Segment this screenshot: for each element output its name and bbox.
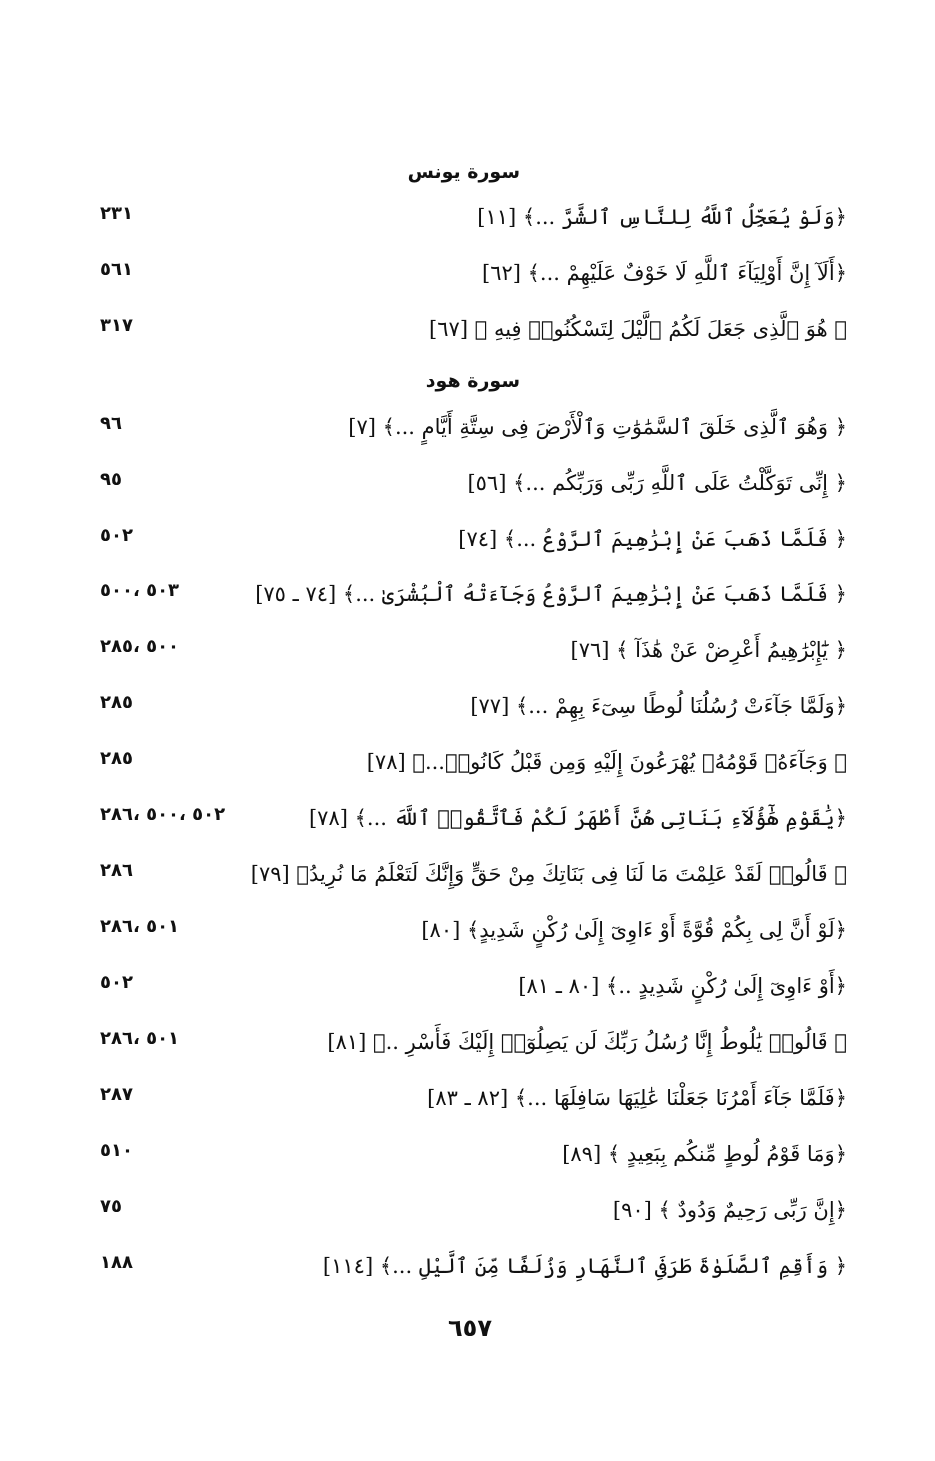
verse-reference: ﴿ وَأَقِمِ ٱلصَّلَوٰةَ طَرَفَىِ ٱلنَّهَارِ وَزُلَفًا مِّنَ ٱلَّيْلِ ...﴾ [١١٤] — [322, 1254, 847, 1278]
verse-reference: ﴿ فَلَمَّا ذَهَبَ عَنْ إِبْرَٰهِيمَ ٱلرَّوْعُ ...﴾ [٧٤] — [458, 527, 847, 551]
index-entry — [0, 200, 935, 240]
verse-reference: ﴿ وَهُوَ ٱلَّذِى خَلَقَ ٱلسَّمَٰوَٰتِ وَٱلْأَرْضَ فِى سِتَّةِ أَيَّامٍ ...﴾ [٧] — [348, 415, 847, 439]
page-numbers: ٧٥ — [100, 1196, 122, 1217]
verse-reference: ﴿ قَالُوا۟ لَقَدْ عَلِمْتَ مَا لَنَا فِى بَنَاتِكَ مِنْ حَقٍّ وَإِنَّكَ لَتَعْلَمُ مَا نُرِيدُ﴾ [٧٩] — [250, 862, 847, 886]
verse-reference: ﴿أَلَآ إِنَّ أَوْلِيَآءَ ٱللَّهِ لَا خَوْفٌ عَلَيْهِمْ ...﴾ [٦٢] — [481, 261, 847, 285]
index-entry — [0, 312, 935, 352]
verse-reference: ﴿أَوْ ءَاوِىٓ إِلَىٰ رُكْنٍ شَدِيدٍ ..﴾ [٨٠ ـ ٨١] — [518, 974, 847, 998]
verse-reference: ﴿لَوْ أَنَّ لِى بِكُمْ قُوَّةً أَوْ ءَاوِىٓ إِلَىٰ رُكْنٍ شَدِيدٍ﴾ [٨٠] — [421, 918, 847, 942]
index-entry — [0, 689, 935, 729]
index-entry — [0, 256, 935, 296]
index-entry — [0, 857, 935, 897]
index-entry — [0, 466, 935, 506]
verse-reference: ﴿ يَٰٓإِبْرَٰهِيمُ أَعْرِضْ عَنْ هَٰذَآ ﴾ [٧٦] — [570, 638, 847, 662]
page-numbers: ٢٣١ — [100, 203, 133, 224]
page-numbers: ٥٠٠ ،٢٨٥ — [100, 636, 180, 657]
index-entry — [0, 1193, 935, 1233]
page-numbers: ١٨٨ — [100, 1252, 133, 1273]
verse-reference: ﴿وَلَمَّا جَآءَتْ رُسُلُنَا لُوطًا سِىٓءَ بِهِمْ ...﴾ [٧٧] — [470, 694, 847, 718]
index-entry — [0, 969, 935, 1009]
page-numbers: ٥١٠ — [100, 1140, 133, 1161]
index-entry — [0, 633, 935, 673]
verse-reference: ﴿إِنَّ رَبِّى رَحِيمٌ وَدُودٌ ﴾ [٩٠] — [612, 1198, 847, 1222]
verse-reference: ﴿ وَجَآءَهُۥ قَوْمُهُۥ يُهْرَعُونَ إِلَيْهِ وَمِن قَبْلُ كَانُوا۟...﴾ [٧٨] — [366, 750, 847, 774]
page-numbers: ٢٨٦ — [100, 860, 133, 881]
index-entry — [0, 801, 935, 841]
index-entry — [0, 410, 935, 450]
page-numbers: ٥٠١ ،٢٨٦ — [100, 1028, 180, 1049]
verse-reference: ﴿يَٰقَوْمِ هَٰٓؤُلَآءِ بَنَاتِى هُنَّ أَطْهَرُ لَكُمْ فَٱتَّقُوا۟ ٱللَّهَ ...﴾ [٧٨] — [308, 806, 847, 830]
page-numbers: ٢٨٥ — [100, 748, 133, 769]
verse-reference: ﴿وَلَوْ يُعَجِّلُ ٱللَّهُ لِلنَّاسِ ٱلشَّرَّ ...﴾ [١١] — [477, 205, 847, 229]
verse-reference: ﴿ قَالُوا۟ يَٰلُوطُ إِنَّا رُسُلُ رَبِّكَ لَن يَصِلُوٓا۟ إِلَيْكَ فَأَسْرِ ..﴾ [٨١] — [327, 1030, 847, 1054]
index-entry — [0, 1081, 935, 1121]
page-numbers: ٥٦١ — [100, 259, 133, 280]
page-numbers: ٥٠١ ،٢٨٦ — [100, 916, 180, 937]
page-numbers: ٣١٧ — [100, 315, 133, 336]
index-entry — [0, 1025, 935, 1065]
index-entry — [0, 577, 935, 617]
page-numbers: ٥٠٢ — [100, 525, 133, 546]
verse-reference: ﴿وَمَا قَوْمُ لُوطٍ مِّنكُم بِبَعِيدٍ ﴾ [٨٩] — [562, 1142, 847, 1166]
page-number: ٦٥٧ — [448, 1314, 492, 1342]
page-numbers: ٩٦ — [100, 413, 122, 434]
page-numbers: ٢٨٧ — [100, 1084, 133, 1105]
index-entry — [0, 913, 935, 953]
index-entry — [0, 1249, 935, 1289]
verse-reference: ﴿ فَلَمَّا ذَهَبَ عَنْ إِبْرَٰهِيمَ ٱلرَّوْعُ وَجَآءَتْهُ ٱلْبُشْرَىٰ ...﴾ [٧٤ ـ ٧٥] — [255, 582, 847, 606]
section-title-hud: سورة هود — [425, 370, 520, 392]
index-entry — [0, 522, 935, 562]
page-numbers: ٥٠٣ ،٥٠٠ — [100, 580, 180, 601]
page-numbers: ٢٨٥ — [100, 692, 133, 713]
index-entry — [0, 745, 935, 785]
page-numbers: ٥٠٢ ،٥٠٠ ،٢٨٦ — [100, 804, 226, 825]
verse-reference: ﴿ هُوَ ٱلَّذِى جَعَلَ لَكُمُ ٱلَّيْلَ لِتَسْكُنُوا۟ فِيهِ ﴾ [٦٧] — [429, 317, 847, 341]
page-numbers: ٩٥ — [100, 469, 122, 490]
verse-reference: ﴿ إِنِّى تَوَكَّلْتُ عَلَى ٱللَّهِ رَبِّى وَرَبِّكُم ...﴾ [٥٦] — [467, 471, 847, 495]
verse-reference: ﴿فَلَمَّا جَآءَ أَمْرُنَا جَعَلْنَا عَٰلِيَهَا سَافِلَهَا ...﴾ [٨٢ ـ ٨٣] — [427, 1086, 847, 1110]
index-entry — [0, 1137, 935, 1177]
page-numbers: ٥٠٢ — [100, 972, 133, 993]
section-title-yunus: سورة يونس — [407, 161, 520, 183]
